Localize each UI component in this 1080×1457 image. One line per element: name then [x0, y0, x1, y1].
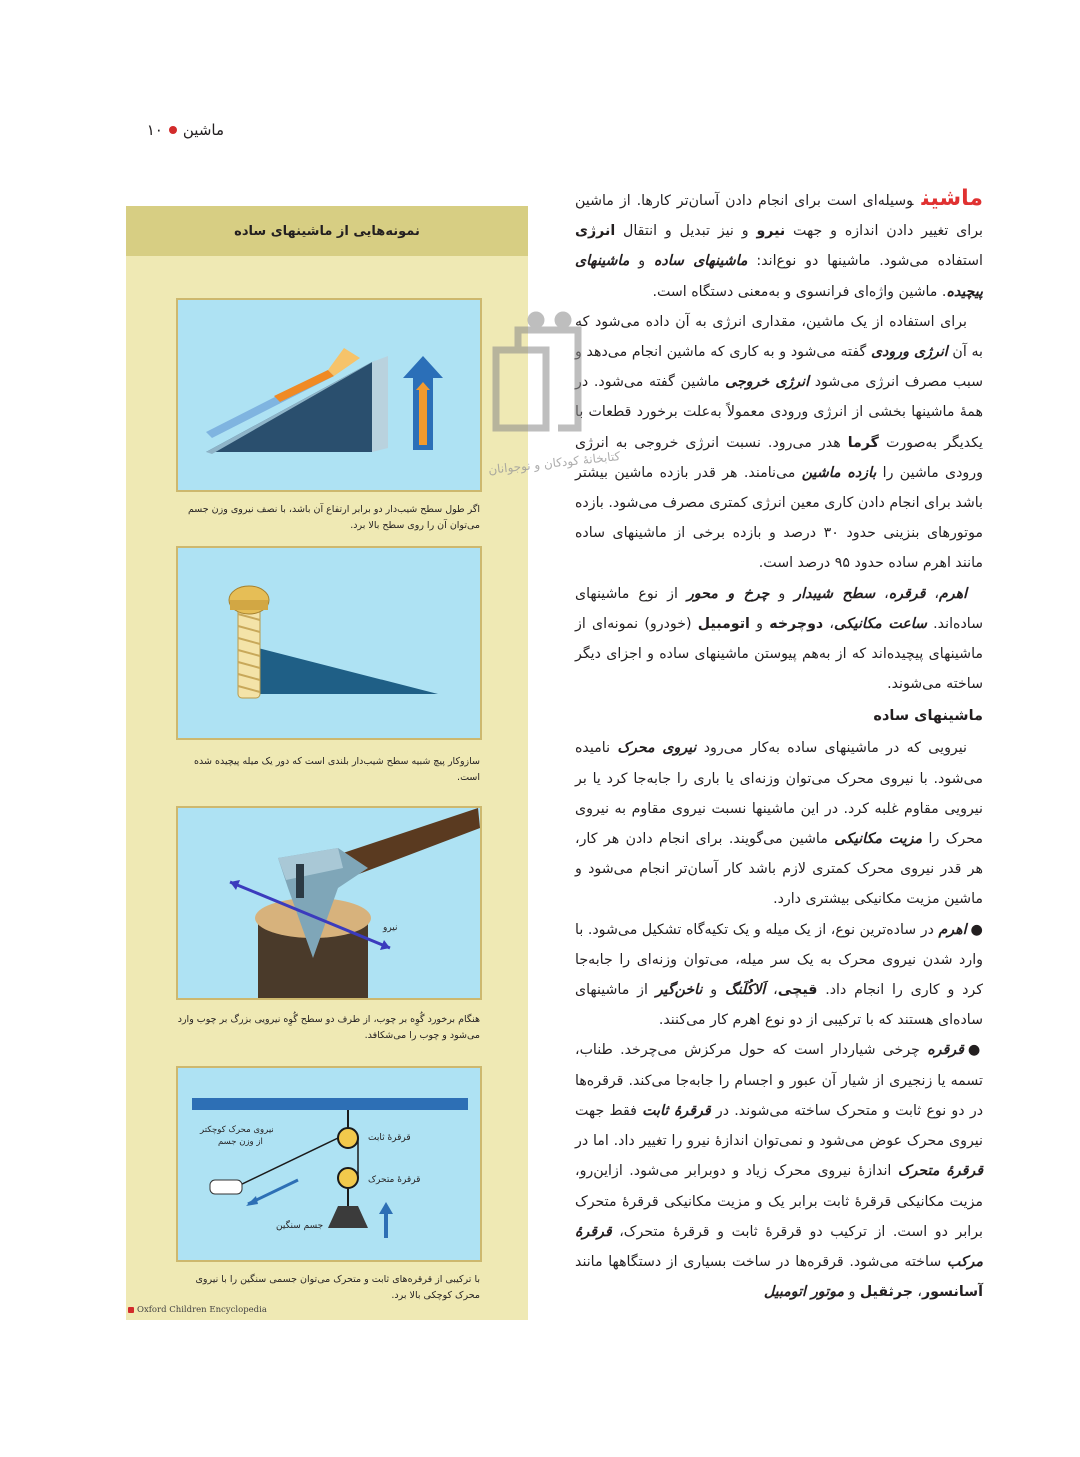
pulley-illustration	[176, 1066, 482, 1262]
energy-paragraph: برای استفاده از یک ماشین، مقداری انرژی به آن داده می‌شود که به آن انرژی ورودی گفته می‌شود و به کاری که ماشین انجام می‌دهد و سبب مصرف انرژی می‌شود انرژی خروجی ماشین گفته می‌شود. در همهٔ ماشینها بخشی از انرژی ورودی معمولاً به‌علت برخورد قطعات با یکدیگر به‌صورت گرما هدر می‌رود. نسبت انرژی خروجی به انرژی ورودی ماشین را بازده ماشین می‌نامند. هر قدر بازده ماشین بیشتر باشد برای انجام دادن کاری معین انرژی کمتری مصرف می‌شود. بازده موتورهای بنزینی حدود ۳۰ درصد و بازده برخی از ماشینهای ساده مانند اهرم ساده حدود ۹۵ درصد است.	[575, 313, 983, 572]
moving-pulley-label: قرقرهٔ متحرک	[368, 1175, 421, 1185]
section-heading: ماشینهای ساده	[873, 708, 983, 725]
heavy-body-label: جسم سنگین	[276, 1221, 324, 1231]
small-force-label-1: نیروی محرک کوچکتر	[200, 1125, 274, 1135]
examples-sidebar	[126, 206, 528, 1320]
entry-title: ماشین	[921, 186, 983, 211]
force-label: نیرو	[383, 923, 398, 933]
article-column	[575, 184, 983, 1307]
watermark-text: کتابخانهٔ کودکان و نوجوانان	[487, 449, 621, 477]
bullet-icon: ●	[970, 921, 983, 938]
library-watermark-logo	[488, 310, 598, 440]
wedge-illustration	[176, 806, 482, 1000]
sidebar-heading: نمونه‌هایی از ماشینهای ساده	[126, 206, 528, 256]
driving-force-paragraph: نیرویی که در ماشینهای ساده به‌کار می‌رود نیروی محرک نامیده می‌شود. با نیروی محرک می‌توان وزنه‌ای یا باری را جابه‌جا کرد یا بر نیرویی مقاوم غلبه کرد. در این ماشینها نسبت نیروی مقاوم به نیروی محرک را مزیت مکانیکی ماشین می‌گویند. برای انجام دادن هر کار، هر قدر نیروی محرک کمتری لازم باشد کار آسان‌تر انجام می‌شود و ماشین مزیت مکانیکی بیشتری دارد.	[575, 740, 983, 908]
fixed-pulley-label: قرقرهٔ ثابت	[368, 1133, 411, 1143]
image-credit: Oxford Children Encyclopedia	[128, 1305, 267, 1315]
caption-wedge: هنگام برخورد گُوِه بر چوب، از طرف دو سطح گُوِه نیرویی بزرگ بر چوب وارد می‌شود و چوب را می‌شکافد.	[177, 1014, 480, 1041]
inclined-plane-illustration	[176, 298, 482, 492]
intro-paragraph: ماشینوسیله‌ای است برای انجام دادن آسان‌تر کارها. از ماشین برای تغییر دادن اندازه و جهت نیرو و نیز تبدیل و انتقال انرژی استفاده می‌شود. ماشینها دو نوع‌اند: ماشینهای ساده و ماشینهای پیچیده. ماشین واژه‌ای فرانسوی و به‌معنی دستگاه است.	[575, 186, 983, 300]
small-force-label-2: از وزن جسم	[218, 1137, 263, 1147]
examples-paragraph: اهرم، قرقره، سطح شیبدار و چرخ و محور از نوع ماشینهای ساده‌اند. ساعت مکانیکی، دوچرخه و اتومبیل (خودرو) نمونه‌ای از ماشینهای پیچیده‌اند که از به‌هم پیوستن ماشینهای ساده و اجزای دیگر ساخته می‌شوند.	[575, 585, 983, 693]
pulley-paragraph: ●قرقره چرخی شیاردار است که حول مرکزش می‌چرخد. طناب، تسمه یا زنجیری از شیار آن عبور و اجسام را جابه‌جا می‌کند. قرقره‌ها در دو نوع ثابت و متحرک ساخته می‌شوند. در قرقرهٔ ثابت فقط جهت نیروی محرک عوض می‌شود و نمی‌توان اندازهٔ نیرو را تغییر داد. اما در قرقرهٔ متحرک اندازهٔ نیروی محرک زیاد و دوبرابر می‌شود. ازاین‌رو، مزیت مکانیکی قرقرهٔ ثابت برابر یک و مزیت مکانیکی قرقرهٔ متحرک برابر دو است. از ترکیب دو قرقرهٔ ثابت و قرقرهٔ متحرک، قرقرهٔ مرکب ساخته می‌شود. قرقره‌ها در ساخت بسیاری از دستگاهها مانند آسانسور، جرثقیل و موتور اتومبیل	[575, 1042, 984, 1301]
running-header	[124, 118, 224, 142]
bullet-dot-icon	[169, 126, 177, 134]
caption-screw: سازوکار پیچ شبیه سطح شیب‌دار بلندی است که دور یک میله پیچیده شده است.	[194, 756, 480, 783]
section-title: ماشین	[182, 121, 224, 139]
caption-inclined-plane: اگر طول سطح شیب‌دار دو برابر ارتفاع آن باشد، با نصف نیروی وزن جسم می‌توان آن را روی سطح بالا برد.	[187, 504, 480, 531]
screw-illustration	[176, 546, 482, 740]
bullet-icon: ●	[967, 1042, 983, 1059]
credit-icon	[128, 1307, 134, 1313]
lever-paragraph: ●اهرم در ساده‌ترین نوع، از یک میله و یک تکیه‌گاه تشکیل می‌شود. با وارد شدن نیروی محرک به یک سر میله، می‌توان وزنه‌ای را جابه‌جا کرد و کاری را انجام داد. قیچی، اَلاکُلَنگ و ناخن‌گیر از ماشینهای ساده‌ای هستند که با ترکیبی از دو نوع اهرم کار می‌کنند.	[575, 921, 984, 1029]
page-number: ۱۰	[146, 121, 163, 139]
caption-pulley: با ترکیبی از قرقره‌های ثابت و متحرک می‌توان جسمی سنگین را با نیروی محرک کوچکی بالا برد.	[195, 1274, 480, 1301]
